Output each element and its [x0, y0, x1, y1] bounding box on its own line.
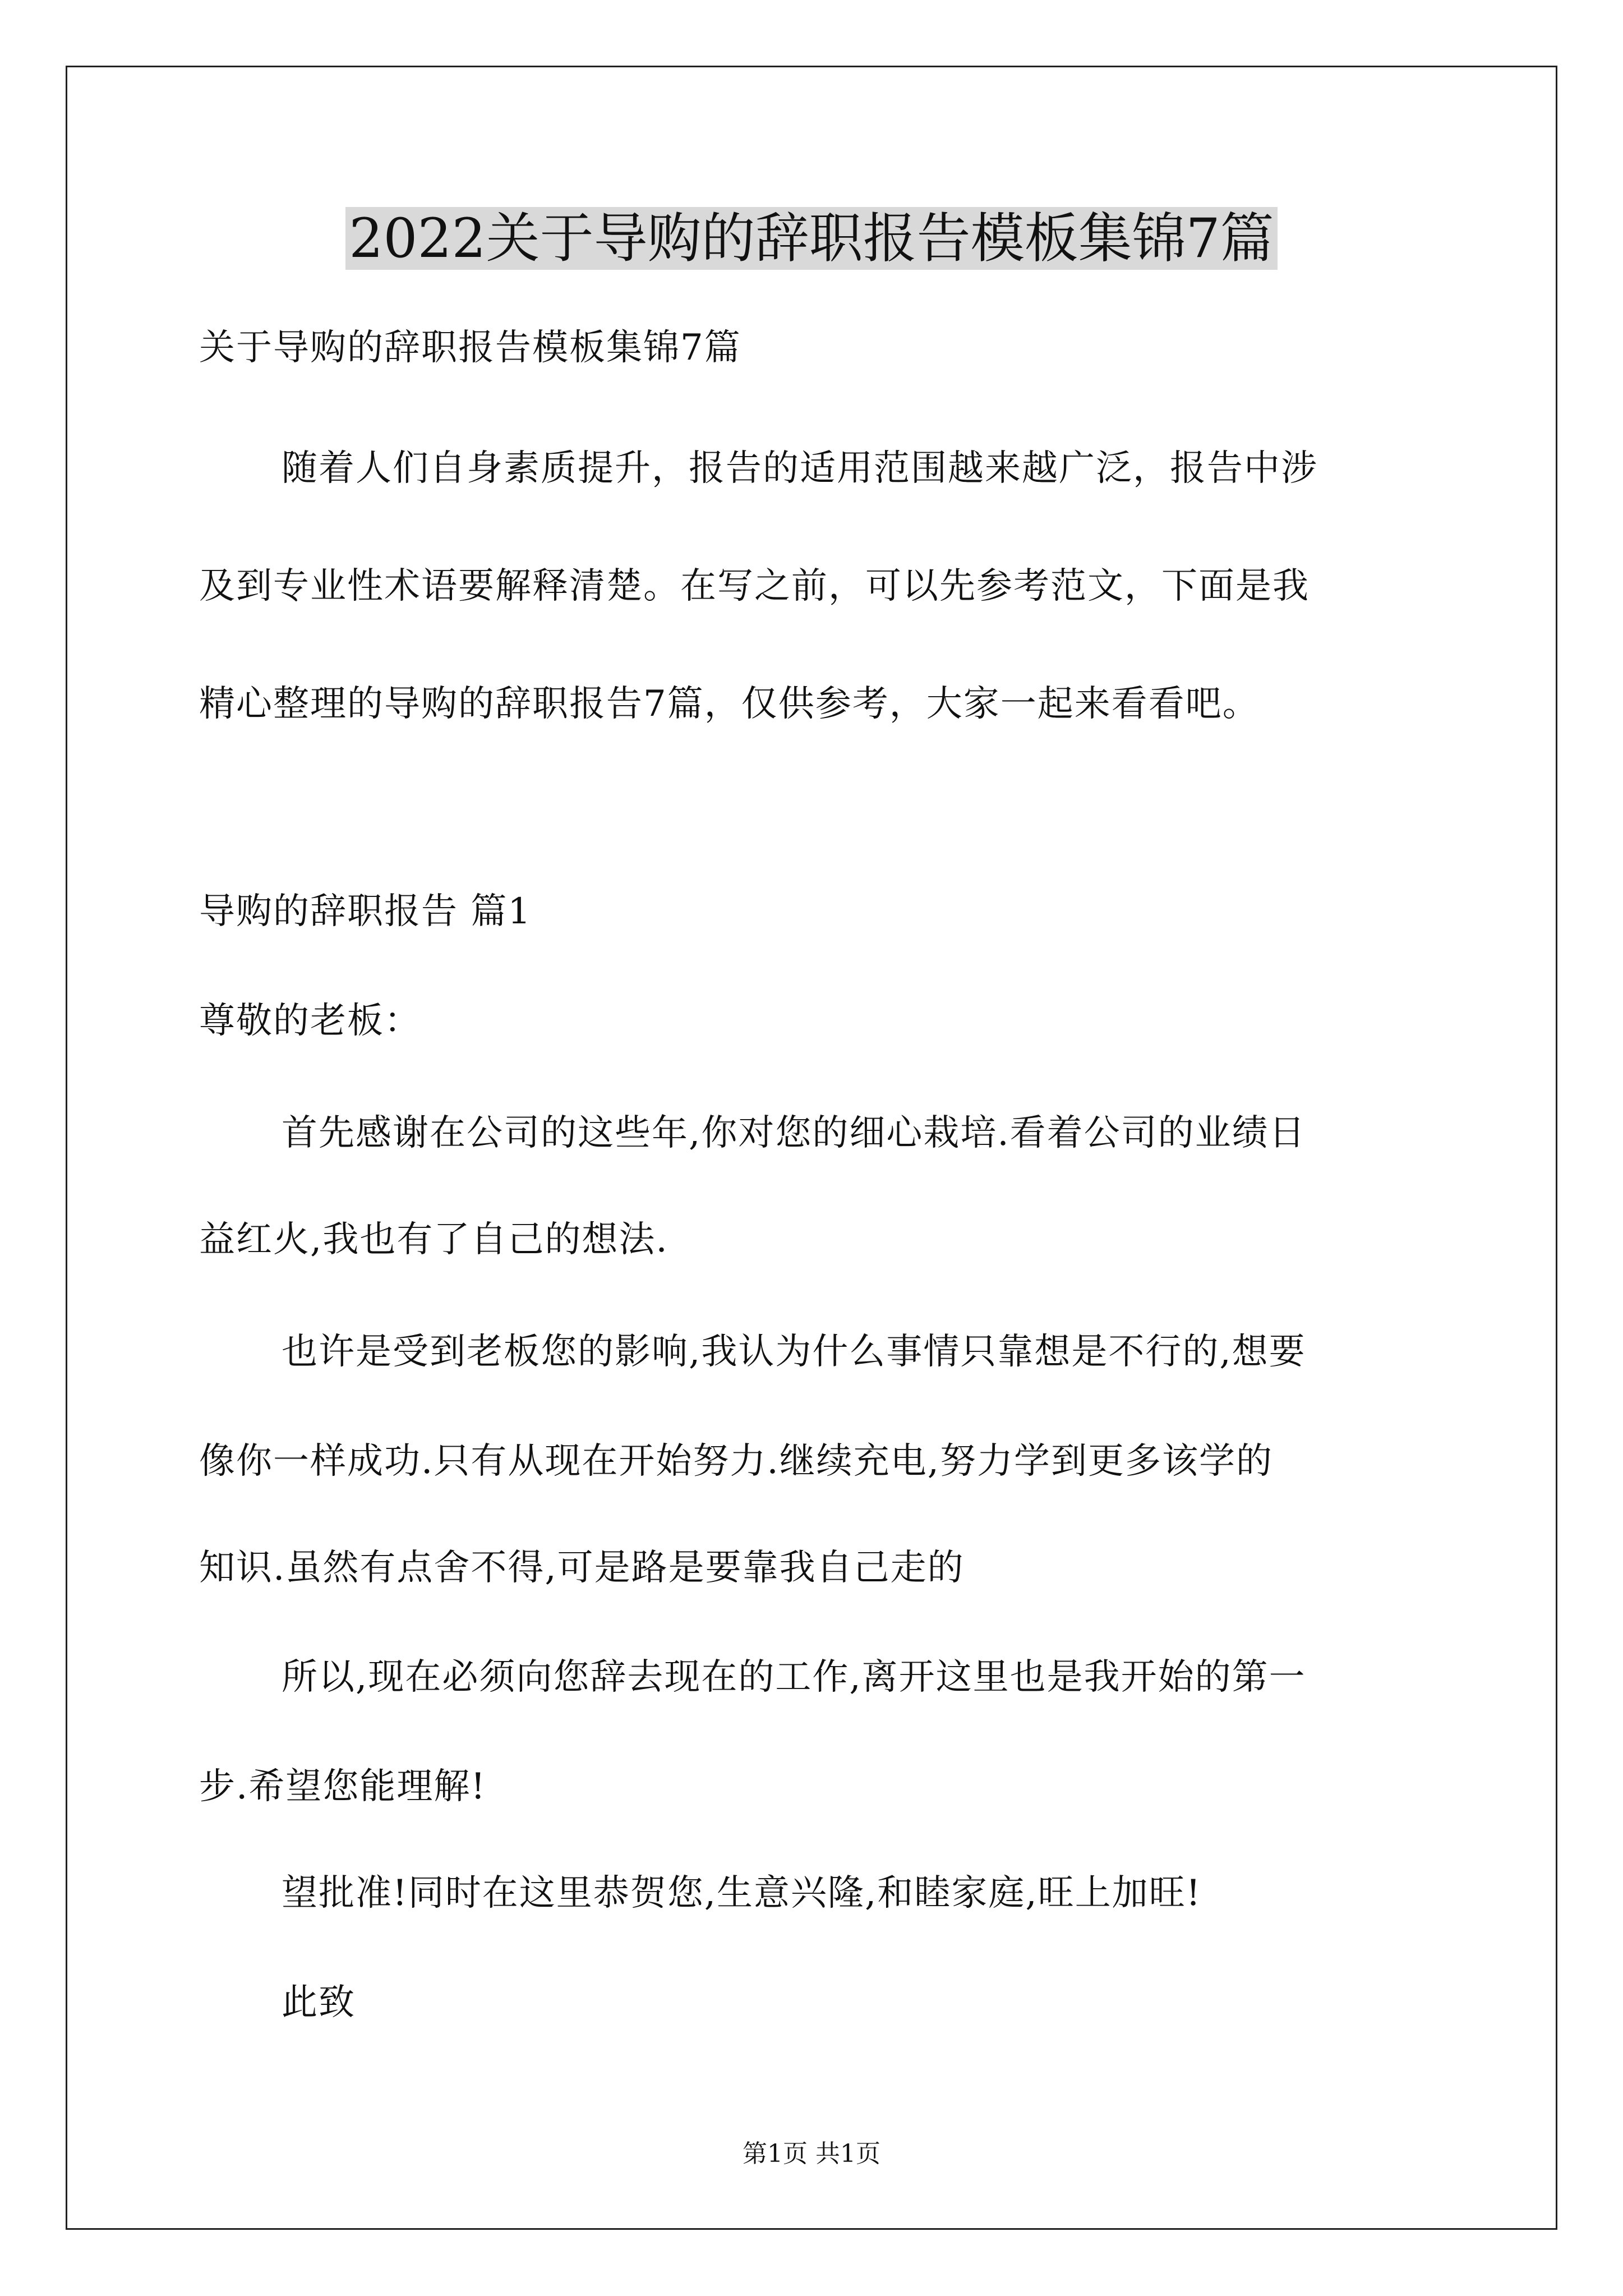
page-footer: 第1页 共1页 — [743, 2139, 880, 2168]
intro-line-3: 精心整理的导购的辞职报告7篇，仅供参考，大家一起来看看吧。 — [199, 683, 1260, 725]
salutation: 尊敬的老板： — [199, 1000, 421, 1042]
body-line-6: 所以,现在必须向您辞去现在的工作,离开这里也是我开始的第一 — [282, 1657, 1306, 1698]
body-line-3: 也许是受到老板您的影响,我认为什么事情只靠想是不行的,想要 — [282, 1331, 1306, 1373]
body-line-7: 步.希望您能理解! — [199, 1766, 487, 1807]
subtitle: 关于导购的辞职报告模板集锦7篇 — [199, 327, 741, 369]
body-line-2: 益红火,我也有了自己的想法. — [199, 1219, 668, 1260]
document-title-text: 2022关于导购的辞职报告模板集锦7篇 — [345, 207, 1277, 270]
body-line-9: 此致 — [282, 1982, 356, 2023]
document-title — [0, 202, 1623, 275]
body-line-8: 望批准!同时在这里恭贺您,生意兴隆,和睦家庭,旺上加旺! — [282, 1872, 1202, 1914]
body-line-4: 像你一样成功.只有从现在开始努力.继续充电,努力学到更多该学的 — [199, 1441, 1274, 1482]
body-line-1: 首先感谢在公司的这些年,你对您的细心栽培.看着公司的业绩日 — [282, 1112, 1306, 1154]
section-heading: 导购的辞职报告 篇1 — [199, 891, 532, 932]
intro-line-1: 随着人们自身素质提升，报告的适用范围越来越广泛，报告中涉 — [282, 448, 1318, 489]
body-line-5: 知识.虽然有点舍不得,可是路是要靠我自己走的 — [199, 1547, 965, 1589]
intro-line-2: 及到专业性术语要解释清楚。在写之前，可以先参考范文，下面是我 — [199, 565, 1310, 607]
